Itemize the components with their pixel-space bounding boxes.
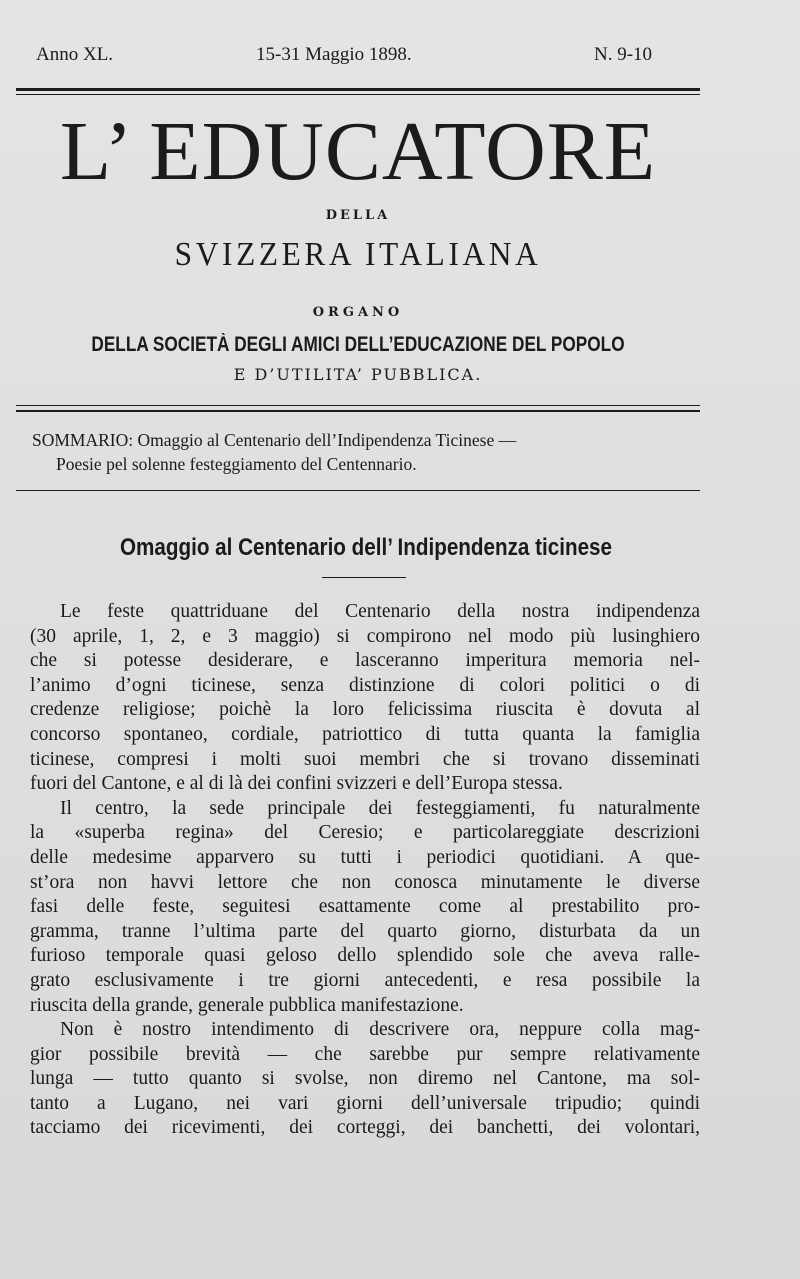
article-title: Omaggio al Centenario dell’ Indipendenza ticinese bbox=[119, 534, 613, 561]
body-line: gramma, tranne l’ultima parte del quarto giorno, disturbata da un bbox=[30, 920, 700, 942]
body-line: grato esclusivamente i tre giorni antecedenti, e resa possibile la bbox=[30, 969, 700, 991]
body-line: furioso temporale quasi geloso dello splendido sole che aveva ralle- bbox=[30, 945, 700, 967]
body-line: st’ora non havvi lettore che non conosca minutamente le diverse bbox=[30, 871, 700, 893]
header-rule-thin bbox=[16, 94, 700, 95]
body-line: l’animo d’ogni ticinese, senza distinzione di colori politici o di bbox=[30, 674, 700, 696]
body-line: credenze religiose; poichè la loro felicissima riuscita è dovuta al bbox=[30, 699, 700, 721]
body-line: tanto a Lugano, nei vari giorni dell’universale tripudio; quindi bbox=[30, 1092, 700, 1114]
body-line: Il centro, la sede principale dei festeggiamenti, fu naturalmente bbox=[60, 797, 700, 819]
masthead-subtitle: SVIZZERA ITALIANA bbox=[174, 236, 542, 273]
masthead-organo: ORGANO bbox=[312, 305, 404, 320]
body-line: riuscita della grande, generale pubblica manifestazione. bbox=[30, 994, 464, 1016]
body-line: (30 aprile, 1, 2, e 3 maggio) si compirono nel modo più lusinghiero bbox=[30, 625, 700, 647]
body-line: fasi delle feste, seguitesi esattamente come al prestabilito pro- bbox=[30, 896, 700, 918]
body-line: la «superba regina» del Ceresio; e particolareggiate descrizioni bbox=[30, 822, 700, 844]
body-line: delle medesime apparvero su tutti i periodici quotidiani. A que- bbox=[30, 846, 700, 868]
body-line: fuori del Cantone, e al di là dei confini svizzeri e dell’Europa stessa. bbox=[30, 773, 563, 795]
masthead-society: DELLA SOCIETÀ DEGLI AMICI DELL’EDUCAZIONE DEL POPOLO bbox=[91, 333, 625, 356]
issue-year: Anno XL. bbox=[36, 44, 114, 65]
masthead-della: DELLA bbox=[325, 208, 391, 223]
body-line: lunga — tutto quanto si svolse, non diremo nel Cantone, ma sol- bbox=[30, 1068, 700, 1090]
body-line: Non è nostro intendimento di descrivere ora, neppure colla mag- bbox=[60, 1019, 700, 1041]
article-body bbox=[30, 600, 700, 1141]
body-line: concorso spontaneo, cordiale, patriottico di tutta quanta la famiglia bbox=[30, 723, 700, 745]
issue-date: 15-31 Maggio 1898. bbox=[256, 44, 412, 65]
masthead-utilita: E D’UTILITA’ PUBBLICA. bbox=[233, 365, 483, 384]
issue-number: N. 9-10 bbox=[594, 44, 653, 65]
header-rule-thick bbox=[16, 88, 700, 91]
sommario-line-2: Poesie pel solenne festeggiamento del Centennario. bbox=[56, 454, 417, 474]
body-line: gior possibile brevità — che sarebbe pur sempre relativamente bbox=[30, 1043, 700, 1065]
sommario-rule-top-thick bbox=[16, 410, 700, 412]
sommario-rule-bottom bbox=[16, 490, 700, 491]
sommario bbox=[32, 428, 696, 476]
sommario-rule-top-thin bbox=[16, 405, 700, 406]
title-divider bbox=[322, 577, 406, 578]
sommario-line-1: SOMMARIO: Omaggio al Centenario dell’Indipendenza Ticinese — bbox=[32, 430, 517, 450]
body-line: ticinese, compresi i molti suoi membri che si trovano disseminati bbox=[30, 748, 700, 770]
body-line: Le feste quattriduane del Centenario della nostra indipendenza bbox=[60, 601, 700, 622]
body-line: tacciamo dei ricevimenti, dei corteggi, dei banchetti, dei volontari, bbox=[30, 1117, 700, 1139]
body-line: che si potesse desiderare, e lasceranno imperitura memoria nel- bbox=[30, 650, 700, 672]
masthead-title: L’ EDUCATORE bbox=[59, 105, 657, 198]
